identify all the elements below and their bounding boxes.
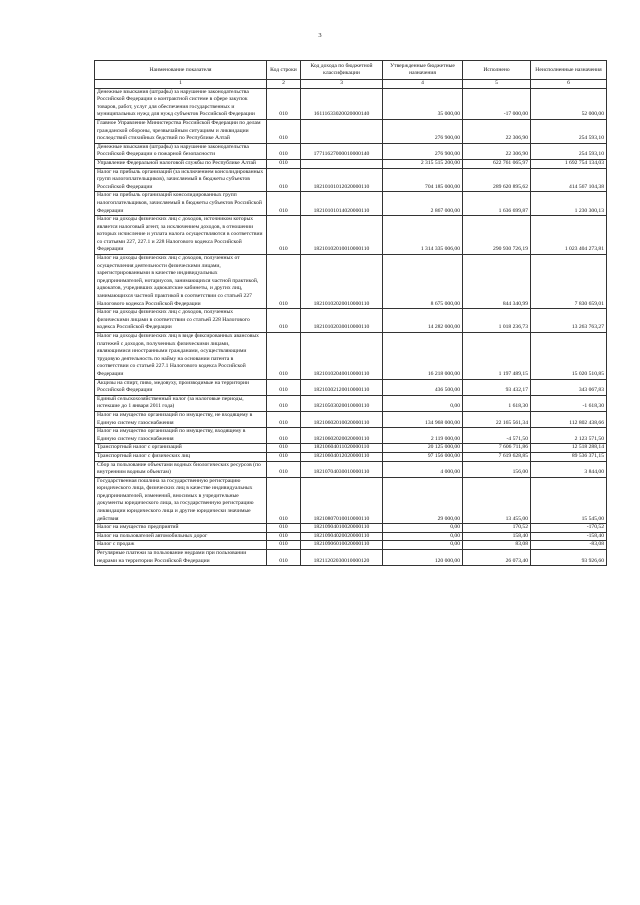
income-code — [301, 159, 383, 168]
indicator-name: Налог на доходы физических лиц с доходов, полученных от осуществления деятельности физическими лицами, зарегистрированными в качестве индивидуальных предпринимателей, нотариусов, занимающихся частной практикой, адвокатов, учредивших адвокатские кабинеты, и других лиц, занимающихся частной практикой в соответствии со статьей 227 Налогового кодекса Российской Федерации — [95, 255, 267, 309]
remaining-amount: 3 844,00 — [531, 461, 607, 477]
executed-amount: 13 455,00 — [463, 477, 531, 524]
table-row — [95, 395, 607, 411]
remaining-amount: 1 023 404 273,81 — [531, 216, 607, 255]
line-code: 010 — [267, 452, 301, 461]
income-code — [301, 119, 383, 143]
indicator-name: Налог на доходы физических лиц в виде фиксированных авансовых платежей с доходов, полученных физическими лицами, являющимися иностранными гражданами, осуществляющими трудовую деятельность по найму на основании патента в соответствии со статьей 227.1 Налогового кодекса Российской Федерации — [95, 333, 267, 380]
indicator-name: Главное Управление Министерства Российской Федерации по делам гражданской обороны, чрезвычайным ситуациям и ликвидации последствий стихийных бедствий по Республике Алтай — [95, 119, 267, 143]
approved-amount: 120 000,00 — [383, 550, 463, 566]
remaining-amount: 89 536 371,15 — [531, 452, 607, 461]
remaining-amount: 414 567 104,38 — [531, 168, 607, 192]
remaining-amount: 13 263 763,27 — [531, 309, 607, 333]
approved-amount: 20 125 000,00 — [383, 444, 463, 453]
page-number: 3 — [318, 32, 322, 39]
executed-amount: 22 165 561,34 — [463, 411, 531, 427]
executed-amount: 156,00 — [463, 461, 531, 477]
header-executed: Исполнено — [463, 61, 531, 80]
executed-amount: 26 073,40 — [463, 550, 531, 566]
income-code: 18210102030010000110 — [301, 309, 383, 333]
table-row — [95, 524, 607, 533]
executed-amount: 7 619 628,85 — [463, 452, 531, 461]
executed-amount: 844 340,99 — [463, 255, 531, 309]
income-code: 18210101012020000110 — [301, 168, 383, 192]
table-row — [95, 333, 607, 380]
table-row — [95, 168, 607, 192]
income-code: 18210904010020000110 — [301, 524, 383, 533]
remaining-amount: -1 618,30 — [531, 395, 607, 411]
remaining-amount: 93 926,60 — [531, 550, 607, 566]
table-row — [95, 192, 607, 216]
table-row — [95, 411, 607, 427]
income-code: 16111633020020000140 — [301, 88, 383, 119]
indicator-name: Транспортный налог с физических лиц — [95, 452, 267, 461]
approved-amount: 2 315 515 200,00 — [383, 159, 463, 168]
table-row — [95, 550, 607, 566]
approved-amount: 0,00 — [383, 532, 463, 541]
remaining-amount: 15 545,00 — [531, 477, 607, 524]
table-row — [95, 216, 607, 255]
remaining-amount: 12 518 288,14 — [531, 444, 607, 453]
executed-amount: 170,52 — [463, 524, 531, 533]
remaining-amount: 1 230 300,13 — [531, 192, 607, 216]
table-row — [95, 255, 607, 309]
line-code: 010 — [267, 143, 301, 159]
executed-amount: 7 606 711,86 — [463, 444, 531, 453]
table-row — [95, 532, 607, 541]
indicator-name: Налог на прибыль организаций (за исключением консолидированных групп налогоплательщиков), зачисляемый в бюджеты субъектов Российской Федерации — [95, 168, 267, 192]
line-code: 010 — [267, 411, 301, 427]
indicator-name: Акцизы на спирт, пиво, медовуху, производимые на территории Российской Федерации — [95, 379, 267, 395]
table-row — [95, 309, 607, 333]
table-row — [95, 428, 607, 444]
table-row — [95, 452, 607, 461]
remaining-amount: -158,40 — [531, 532, 607, 541]
executed-amount: 22 306,90 — [463, 119, 531, 143]
executed-amount: 1 018 236,73 — [463, 309, 531, 333]
approved-amount: 4 000,00 — [383, 461, 463, 477]
remaining-amount: 52 000,00 — [531, 88, 607, 119]
approved-amount: 2 867 000,00 — [383, 192, 463, 216]
line-code: 010 — [267, 532, 301, 541]
income-code: 18210302120010000110 — [301, 379, 383, 395]
executed-amount: -4 571,50 — [463, 428, 531, 444]
column-number-row — [95, 80, 607, 89]
approved-amount: 0,00 — [383, 541, 463, 550]
approved-amount: 16 218 000,00 — [383, 333, 463, 380]
line-code: 010 — [267, 379, 301, 395]
executed-amount: 289 620 895,62 — [463, 168, 531, 192]
executed-amount: 93 432,17 — [463, 379, 531, 395]
remaining-amount: 343 067,83 — [531, 379, 607, 395]
indicator-name: Единый сельскохозяйственный налог (за налоговые периоды, истекшие до 1 января 2011 года) — [95, 395, 267, 411]
indicator-name: Налог на имущество предприятий — [95, 524, 267, 533]
income-code: 18210904020020000110 — [301, 532, 383, 541]
header-line-code: Код строки — [267, 61, 301, 80]
indicator-name: Налог на имущество организаций по имуществу, не входящему в Единую систему газоснабжения — [95, 411, 267, 427]
income-code: 18210602010020000110 — [301, 411, 383, 427]
line-code: 010 — [267, 477, 301, 524]
income-code: 18210503020010000110 — [301, 395, 383, 411]
income-code: 17711627000010000140 — [301, 143, 383, 159]
income-code: 18210604012020000110 — [301, 452, 383, 461]
approved-amount: 35 000,00 — [383, 88, 463, 119]
line-code: 010 — [267, 168, 301, 192]
approved-amount: 2 119 000,00 — [383, 428, 463, 444]
line-code: 010 — [267, 395, 301, 411]
header-remaining: Неисполненные назначения — [531, 61, 607, 80]
executed-amount: 290 930 726,19 — [463, 216, 531, 255]
executed-amount: 158,40 — [463, 532, 531, 541]
income-code: 18210102040010000110 — [301, 333, 383, 380]
line-code: 010 — [267, 550, 301, 566]
approved-amount: 0,00 — [383, 395, 463, 411]
table-row — [95, 143, 607, 159]
approved-amount: 134 968 000,00 — [383, 411, 463, 427]
table-row — [95, 444, 607, 453]
approved-amount: 704 185 000,00 — [383, 168, 463, 192]
indicator-name: Управление Федеральной налоговой службы по Республике Алтай — [95, 159, 267, 168]
approved-amount: 276 900,00 — [383, 119, 463, 143]
table-row — [95, 159, 607, 168]
indicator-name: Денежные взыскания (штрафы) за нарушение законодательства Российской Федерации о контрактной системе в сфере закупок товаров, работ, услуг для обеспечения государственных и муниципальных нужд для нужд субъектов Российской Федерации — [95, 88, 267, 119]
header-indicator-name: Наименование показателя — [95, 61, 267, 80]
line-code: 010 — [267, 192, 301, 216]
remaining-amount: 7 830 659,01 — [531, 255, 607, 309]
indicator-name: Сбор за пользование объектами водных биологических ресурсов (по внутренним водным объектам) — [95, 461, 267, 477]
remaining-amount: 15 020 510,85 — [531, 333, 607, 380]
income-code: 18210807010010000110 — [301, 477, 383, 524]
approved-amount: 1 314 335 006,00 — [383, 216, 463, 255]
remaining-amount: -83,08 — [531, 541, 607, 550]
column-number: 3 — [301, 80, 383, 89]
remaining-amount: -170,52 — [531, 524, 607, 533]
approved-amount: 97 156 000,00 — [383, 452, 463, 461]
line-code: 010 — [267, 159, 301, 168]
remaining-amount: 112 802 438,66 — [531, 411, 607, 427]
line-code: 010 — [267, 444, 301, 453]
indicator-name: Денежные взыскания (штрафы) за нарушение законодательства Российской Федерации о пожарной безопасности — [95, 143, 267, 159]
income-code: 18210102020010000110 — [301, 255, 383, 309]
indicator-name: Налог на имущество организаций по имуществу, входящему в Единую систему газоснабжения — [95, 428, 267, 444]
remaining-amount: 2 123 571,50 — [531, 428, 607, 444]
executed-amount: -17 000,00 — [463, 88, 531, 119]
executed-amount: 22 306,90 — [463, 143, 531, 159]
budget-execution-table — [94, 60, 607, 566]
approved-amount: 0,00 — [383, 524, 463, 533]
line-code: 010 — [267, 524, 301, 533]
approved-amount: 8 675 000,00 — [383, 255, 463, 309]
column-number: 4 — [383, 80, 463, 89]
column-number: 6 — [531, 80, 607, 89]
table-row — [95, 379, 607, 395]
remaining-amount: 254 593,10 — [531, 119, 607, 143]
table-row — [95, 119, 607, 143]
indicator-name: Транспортный налог с организаций — [95, 444, 267, 453]
line-code: 010 — [267, 541, 301, 550]
column-number: 5 — [463, 80, 531, 89]
line-code: 010 — [267, 428, 301, 444]
column-number: 1 — [95, 80, 267, 89]
table-body — [95, 88, 607, 566]
income-code: 18210906010020000110 — [301, 541, 383, 550]
approved-amount: 29 000,00 — [383, 477, 463, 524]
approved-amount: 436 500,00 — [383, 379, 463, 395]
table-row — [95, 541, 607, 550]
indicator-name: Налог на пользователей автомобильных дорог — [95, 532, 267, 541]
indicator-name: Регулярные платежи за пользование недрами при пользовании недрами на территории Российской Федерации — [95, 550, 267, 566]
income-code: 18210102010010000110 — [301, 216, 383, 255]
executed-amount: 1 197 489,15 — [463, 333, 531, 380]
header-income-code: Код дохода по бюджетной классификации — [301, 61, 383, 80]
line-code: 010 — [267, 255, 301, 309]
indicator-name: Налог на доходы физических лиц с доходов, источником которых является налоговый агент, за исключением доходов, в отношении которых исчисление и уплата налога осуществляются в соответствии со статьями 227, 227.1 и 228 Налогового кодекса Российской Федерации — [95, 216, 267, 255]
table-row — [95, 477, 607, 524]
executed-amount: 83,08 — [463, 541, 531, 550]
remaining-amount: 1 692 754 134,03 — [531, 159, 607, 168]
indicator-name: Налог на прибыль организаций консолидированных групп налогоплательщиков, зачисляемый в бюджеты субъектов Российской Федерации — [95, 192, 267, 216]
table-header — [95, 61, 607, 89]
line-code: 010 — [267, 216, 301, 255]
line-code: 010 — [267, 333, 301, 380]
line-code: 010 — [267, 88, 301, 119]
indicator-name: Налог на доходы физических лиц с доходов, полученных физическими лицами в соответствии со статьей 228 Налогового кодекса Российской Федерации — [95, 309, 267, 333]
approved-amount: 276 900,00 — [383, 143, 463, 159]
income-code: 18210604011020000110 — [301, 444, 383, 453]
line-code: 010 — [267, 461, 301, 477]
line-code: 010 — [267, 309, 301, 333]
column-number: 2 — [267, 80, 301, 89]
line-code: 010 — [267, 119, 301, 143]
remaining-amount: 254 593,10 — [531, 143, 607, 159]
income-code: 18210704030010000110 — [301, 461, 383, 477]
executed-amount: 1 618,30 — [463, 395, 531, 411]
table-row — [95, 461, 607, 477]
income-code: 18210602020020000110 — [301, 428, 383, 444]
income-code: 18210101014020000110 — [301, 192, 383, 216]
approved-amount: 14 282 000,00 — [383, 309, 463, 333]
executed-amount: 622 761 065,97 — [463, 159, 531, 168]
indicator-name: Налог с продаж — [95, 541, 267, 550]
indicator-name: Государственная пошлина за государственную регистрацию юридического лица, физических лиц в качестве индивидуальных предпринимателей, изменений, вносимых в учредительные документы юридического лица, за государственную регистрацию ликвидации юридического лица и другие юридически значимые действия — [95, 477, 267, 524]
income-code: 18211202030010000120 — [301, 550, 383, 566]
executed-amount: 1 636 699,87 — [463, 192, 531, 216]
table-row — [95, 88, 607, 119]
header-approved: Утвержденные бюджетные назначения — [383, 61, 463, 80]
